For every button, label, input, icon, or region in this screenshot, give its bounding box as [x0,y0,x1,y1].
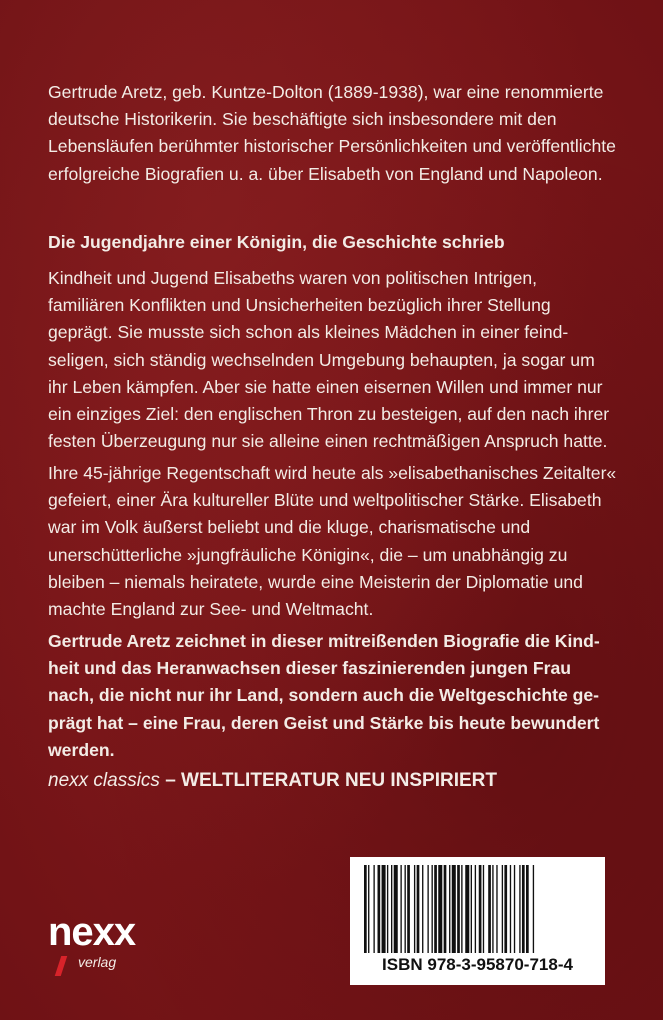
barcode-bar [502,865,503,953]
barcode-bar [368,865,369,953]
logo-wordmark: nexx [48,910,136,954]
barcode-bar [479,865,482,953]
barcode-bar [452,865,456,953]
barcode-bar [471,865,472,953]
barcode-bar [514,865,515,953]
barcode-bar [438,865,442,953]
barcode-bar [496,865,497,953]
barcode-bar [504,865,507,953]
publisher-logo [48,912,158,992]
barcode-bar [457,865,460,953]
logo-accent-mark [55,956,67,976]
logo-subtitle: verlag [78,954,117,970]
barcode-bar [533,865,534,953]
blurb-paragraph-2: Ihre 45-jährige Regentschaft wird heute als »elisabethanisches Zeitalter« gefeiert, einer Ära kultureller Blüte und weltpolitischer Stärke. Elisabeth war im Volk äußerst beliebt und die kluge, charismatische und unerschütterliche »jungfräuliche Königin«, die – um unabhängig zu bleiben – niemals heiratete, wurde eine Meisterin der Diplomatie und machte England zur See- und Weltmacht. [48,463,617,620]
barcode-bar [417,865,420,953]
barcode-bar [492,865,493,953]
series-line [48,767,618,795]
barcode-bar [432,865,433,953]
barcode-bar [434,865,437,953]
series-tagline: – WELTLITERATUR NEU INSPIRIERT [159,770,497,791]
barcode-bar [526,865,529,953]
barcode-bars [362,865,593,955]
barcode-bar [444,865,447,953]
barcode-bar [427,865,428,953]
barcode-bar [522,865,525,953]
barcode-bar [400,865,401,953]
barcode-bar [382,865,386,953]
blurb-paragraph-1: Kindheit und Jugend Elisabeths waren von politischen Intrigen, familiären Konflikten und Unsicherheiten bezüglich ihrer Stellung geprägt. Sie musste sich schon als kleines Mädchen in einer feindseligen, sich ständig wechselnden Umgebung behaupten, ja sogar um ihr Leben kämpfen. Aber sie hatte einen eisernen Willen und immer nur ein einziges Ziel: den englischen Thron zu besteigen, auf den nach ihrer festen Überzeugung nur sie alleine einen rechtmäßigen Anspruch hatte. [48,268,610,452]
barcode-bar [394,865,398,953]
barcode-bar [483,865,484,953]
barcode [350,857,605,985]
barcode-bar [449,865,450,953]
barcode-bar [461,865,462,953]
barcode-bar [510,865,511,953]
barcode-bar [465,865,469,953]
barcode-bar [422,865,423,953]
barcode-bar [405,865,406,953]
barcode-bar [387,865,388,953]
barcode-bar [519,865,520,953]
isbn-text: ISBN 978-3-95870-718-4 [382,955,573,974]
section-heading: Die Jugendjahre einer Königin, die Geschichte schrieb [48,232,505,252]
author-bio: Gertrude Aretz, geb. Kuntze-Dolton (1889-1938), war eine renommierte deutsche Historikerin. Sie beschäftigte sich insbesondere mit den Lebensläufen berühmter historischer Persönlichkeiten und veröffentlichte erfolgreiche Biografien u. a. über Elisabeth von England und Napoleon. [48,82,616,184]
barcode-bar [391,865,392,953]
barcode-bar [488,865,491,953]
barcode-bar [378,865,381,953]
blurb-paragraph-3: Gertrude Aretz zeichnet in dieser mitreißenden Biografie die Kindheit und das Heranwachsen dieser faszinierenden jungen Frau nach, die nicht nur ihr Land, sondern auch die Weltgeschichte geprägt hat – eine Frau, deren Geist und Stärke bis heute bewundert werden. [48,631,600,760]
barcode-bar [364,865,367,953]
barcode-bar [407,865,410,953]
series-brand: nexx classics [48,770,160,791]
barcode-bar [475,865,476,953]
barcode-bar [414,865,415,953]
barcode-bar [373,865,374,953]
